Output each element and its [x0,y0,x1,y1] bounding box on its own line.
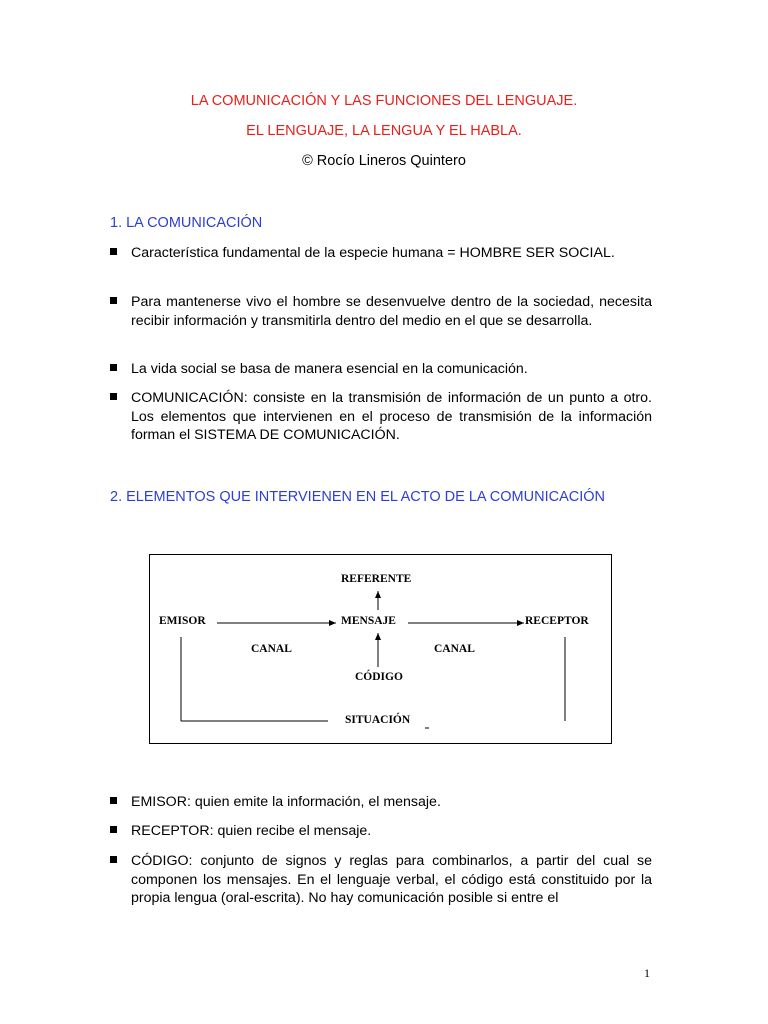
page-number: 1 [644,966,650,980]
bullet-square-icon [110,393,117,400]
list-item-text: CÓDIGO: conjunto de signos y reglas para combinarlos, a partir del cual se componen los mensajes. En el lenguaje verbal, el código está constituido por la propia lengua (oral-escrita). No hay comunicación posible si entre el [131,853,652,906]
section-1-heading: 1. LA COMUNICACIÓN [110,215,263,231]
diagram-label-referente: REFERENTE [341,573,412,585]
list-item [110,852,652,908]
diagram-label-receptor: RECEPTOR [525,615,589,627]
diagram-label-emisor: EMISOR [159,615,206,627]
list-item [110,244,652,263]
diagram-label-canal-left: CANAL [251,643,292,655]
list-item [110,389,652,445]
list-item-text: EMISOR: quien emite la información, el mensaje. [131,794,441,810]
list-item [110,360,652,379]
list-item [110,793,652,812]
list-item [110,293,652,330]
list-item-text: RECEPTOR: quien recibe el mensaje. [131,823,372,839]
list-item-text: COMUNICACIÓN: consiste en la transmisión de información de un punto a otro. Los elementos que intervienen en el proceso de transmisión de la información forman el SISTEMA DE COMUNICACIÓN. [131,390,652,443]
diagram-label-situacion: SITUACIÓN [345,714,411,726]
bullet-square-icon [110,797,117,804]
document-title-line-2: EL LENGUAJE, LA LENGUA Y EL HABLA. [246,123,522,139]
diagram-label-codigo: CÓDIGO [355,671,403,683]
list-item-text: Característica fundamental de la especie humana = HOMBRE SER SOCIAL. [131,245,615,261]
bullet-square-icon [110,856,117,863]
list-item-text: Para mantenerse vivo el hombre se desenvuelve dentro de la sociedad, necesita recibir información y transmitirla dentro del medio en el que se desarrolla. [131,294,652,329]
bullet-square-icon [110,248,117,255]
diagram-label-canal-right: CANAL [434,643,475,655]
bullet-square-icon [110,364,117,371]
diagram-label-mensaje: MENSAJE [341,615,396,627]
bullet-square-icon [110,297,117,304]
section-2-heading: 2. ELEMENTOS QUE INTERVIENEN EN EL ACTO DE LA COMUNICACIÓN [110,489,605,505]
communication-diagram [149,554,612,744]
document-title-line-1: LA COMUNICACIÓN Y LAS FUNCIONES DEL LENGUAJE. [190,93,578,109]
document-author: © Rocío Lineros Quintero [302,153,466,169]
bullet-square-icon [110,826,117,833]
list-item-text: La vida social se basa de manera esencial en la comunicación. [131,361,528,377]
list-item [110,822,652,841]
